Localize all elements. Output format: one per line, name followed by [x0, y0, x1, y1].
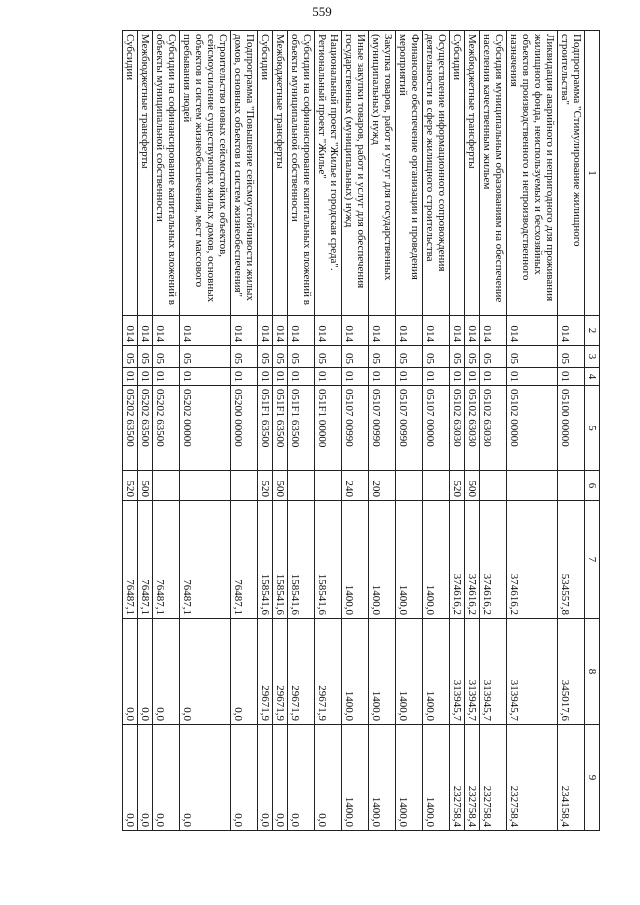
- table-row: [180, 31, 231, 831]
- expense-type-cell: 520: [123, 471, 138, 501]
- section-code-cell: 05: [231, 346, 258, 368]
- target-article-cell: 05202 63500: [153, 386, 180, 471]
- ministry-code-cell: 014: [465, 316, 480, 346]
- row-name-cell: Иные закупки товаров, работ и услуг для обеспечения государственных (муниципальных) нужд: [342, 31, 369, 316]
- table-row: [273, 31, 288, 831]
- table-row: [480, 31, 507, 831]
- row-name-cell: Субсидии: [450, 31, 465, 316]
- row-name-cell: Межбюджетные трансферты: [138, 31, 153, 316]
- ministry-code-cell: 014: [123, 316, 138, 346]
- subsection-code-cell: 01: [369, 368, 396, 386]
- amount-year2-cell: 1400,0: [396, 619, 423, 725]
- amount-year3-cell: 232758,4: [480, 725, 507, 831]
- header-cell: 7: [585, 501, 600, 619]
- section-code-cell: 05: [258, 346, 273, 368]
- header-cell: 2: [585, 316, 600, 346]
- expense-type-cell: [288, 471, 315, 501]
- ministry-code-cell: 014: [423, 316, 450, 346]
- header-cell: 5: [585, 386, 600, 471]
- expense-type-cell: 240: [342, 471, 369, 501]
- amount-year1-cell: 76487,1: [123, 501, 138, 619]
- amount-year2-cell: 1400,0: [369, 619, 396, 725]
- subsection-code-cell: 01: [315, 368, 342, 386]
- row-name-cell: Национальный проект "Жилье и городская среда". Региональный проект "Жилье": [315, 31, 342, 316]
- amount-year1-cell: 76487,1: [138, 501, 153, 619]
- target-article-cell: 051F1 63500: [288, 386, 315, 471]
- ministry-code-cell: 014: [180, 316, 231, 346]
- amount-year1-cell: 1400,0: [369, 501, 396, 619]
- header-cell: 8: [585, 619, 600, 725]
- row-name-cell: Закупка товаров, работ и услуг для государственных (муниципальных) нужд: [369, 31, 396, 316]
- section-code-cell: 05: [396, 346, 423, 368]
- amount-year3-cell: 1400,0: [396, 725, 423, 831]
- amount-year3-cell: 0,0: [315, 725, 342, 831]
- table-row: [342, 31, 369, 831]
- subsection-code-cell: 01: [450, 368, 465, 386]
- amount-year1-cell: 1400,0: [396, 501, 423, 619]
- expense-type-cell: 500: [138, 471, 153, 501]
- expense-type-cell: 500: [273, 471, 288, 501]
- amount-year3-cell: 0,0: [288, 725, 315, 831]
- row-name-cell: Субсидии на софинансирование капитальных вложений в объекты муниципальной собственности: [288, 31, 315, 316]
- subsection-code-cell: 01: [507, 368, 558, 386]
- ministry-code-cell: 014: [396, 316, 423, 346]
- expense-type-cell: [423, 471, 450, 501]
- table-row: [315, 31, 342, 831]
- section-code-cell: 05: [288, 346, 315, 368]
- subsection-code-cell: 01: [558, 368, 585, 386]
- row-name-cell: Межбюджетные трансферты: [273, 31, 288, 316]
- ministry-code-cell: 014: [315, 316, 342, 346]
- amount-year3-cell: 1400,0: [423, 725, 450, 831]
- table-row: [423, 31, 450, 831]
- subsection-code-cell: 01: [258, 368, 273, 386]
- subsection-code-cell: 01: [396, 368, 423, 386]
- amount-year1-cell: 1400,0: [342, 501, 369, 619]
- section-code-cell: 05: [123, 346, 138, 368]
- section-code-cell: 05: [138, 346, 153, 368]
- amount-year1-cell: 158541,6: [258, 501, 273, 619]
- amount-year1-cell: 158541,6: [315, 501, 342, 619]
- table-row: [450, 31, 465, 831]
- row-name-cell: Межбюджетные трансферты: [465, 31, 480, 316]
- row-name-cell: Субсидии: [123, 31, 138, 316]
- section-code-cell: 05: [507, 346, 558, 368]
- ministry-code-cell: 014: [258, 316, 273, 346]
- header-cell: 1: [585, 31, 600, 316]
- subsection-code-cell: 01: [480, 368, 507, 386]
- row-name-cell: Осуществление информационного сопровождения деятельности в сфере жилищного строительства: [423, 31, 450, 316]
- amount-year3-cell: 0,0: [258, 725, 273, 831]
- target-article-cell: 05102 63030: [480, 386, 507, 471]
- amount-year1-cell: 534557,8: [558, 501, 585, 619]
- row-name-cell: Субсидия муниципальным образованиям на обеспечение населения качественным жильем: [480, 31, 507, 316]
- target-article-cell: 05102 63030: [465, 386, 480, 471]
- table-row: [138, 31, 153, 831]
- table-row: [465, 31, 480, 831]
- table-row: [123, 31, 138, 831]
- expense-type-cell: [507, 471, 558, 501]
- subsection-code-cell: 01: [138, 368, 153, 386]
- header-cell: 4: [585, 368, 600, 386]
- table-body: [123, 31, 585, 831]
- row-name-cell: Подпрограмма "Стимулирование жилищного строительства": [558, 31, 585, 316]
- header-cell: 3: [585, 346, 600, 368]
- section-code-cell: 05: [558, 346, 585, 368]
- ministry-code-cell: 014: [231, 316, 258, 346]
- amount-year3-cell: 1400,0: [369, 725, 396, 831]
- subsection-code-cell: 01: [423, 368, 450, 386]
- amount-year1-cell: 1400,0: [423, 501, 450, 619]
- amount-year3-cell: 232758,4: [465, 725, 480, 831]
- amount-year2-cell: 0,0: [138, 619, 153, 725]
- expense-type-cell: [315, 471, 342, 501]
- table-row: [258, 31, 273, 831]
- header-row: [585, 31, 600, 831]
- amount-year1-cell: 76487,1: [231, 501, 258, 619]
- amount-year2-cell: 313945,7: [480, 619, 507, 725]
- amount-year2-cell: 0,0: [180, 619, 231, 725]
- amount-year3-cell: 0,0: [273, 725, 288, 831]
- row-name-cell: Строительство новых сейсмостойких объектов, сейсмоусиление существующих жилых домов, основных объектов и систем жизнеобеспечения, мест массового пребывания людей: [180, 31, 231, 316]
- section-code-cell: 05: [342, 346, 369, 368]
- amount-year1-cell: 374616,2: [465, 501, 480, 619]
- section-code-cell: 05: [273, 346, 288, 368]
- ministry-code-cell: 014: [138, 316, 153, 346]
- subsection-code-cell: 01: [180, 368, 231, 386]
- amount-year3-cell: 0,0: [138, 725, 153, 831]
- target-article-cell: 051F1 00000: [315, 386, 342, 471]
- section-code-cell: 05: [315, 346, 342, 368]
- amount-year2-cell: 29671,9: [288, 619, 315, 725]
- expense-type-cell: 520: [258, 471, 273, 501]
- target-article-cell: 05200 00000: [231, 386, 258, 471]
- amount-year3-cell: 0,0: [123, 725, 138, 831]
- amount-year3-cell: 234158,4: [558, 725, 585, 831]
- table-row: [558, 31, 585, 831]
- ministry-code-cell: 014: [273, 316, 288, 346]
- section-code-cell: 05: [369, 346, 396, 368]
- amount-year2-cell: 0,0: [231, 619, 258, 725]
- target-article-cell: 05107 00990: [369, 386, 396, 471]
- amount-year3-cell: 232758,4: [450, 725, 465, 831]
- expense-type-cell: [153, 471, 180, 501]
- amount-year1-cell: 76487,1: [153, 501, 180, 619]
- expense-type-cell: [480, 471, 507, 501]
- amount-year1-cell: 374616,2: [450, 501, 465, 619]
- row-name-cell: Подпрограмма "Повышение сейсмоустойчивости жилых домов, основных объектов и систем жизнеобеспечения": [231, 31, 258, 316]
- table-row: [288, 31, 315, 831]
- amount-year2-cell: 29671,9: [315, 619, 342, 725]
- amount-year1-cell: 76487,1: [180, 501, 231, 619]
- row-name-cell: Ликвидация аварийного и непригодного для проживания жилищного фонда, неиспользуемых и бесхозяйных объектов производственного и непроизводственного назначения: [507, 31, 558, 316]
- target-article-cell: 05102 00000: [507, 386, 558, 471]
- amount-year3-cell: 0,0: [180, 725, 231, 831]
- section-code-cell: 05: [480, 346, 507, 368]
- subsection-code-cell: 01: [288, 368, 315, 386]
- expense-type-cell: 520: [450, 471, 465, 501]
- section-code-cell: 05: [465, 346, 480, 368]
- target-article-cell: 05100 00000: [558, 386, 585, 471]
- subsection-code-cell: 01: [231, 368, 258, 386]
- expense-type-cell: [180, 471, 231, 501]
- amount-year3-cell: 0,0: [153, 725, 180, 831]
- target-article-cell: 05202 63500: [123, 386, 138, 471]
- table-row: [153, 31, 180, 831]
- subsection-code-cell: 01: [153, 368, 180, 386]
- amount-year1-cell: 158541,6: [273, 501, 288, 619]
- amount-year3-cell: 1400,0: [342, 725, 369, 831]
- target-article-cell: 05202 00000: [180, 386, 231, 471]
- rotated-sheet: [40, 3, 600, 830]
- subsection-code-cell: 01: [342, 368, 369, 386]
- amount-year2-cell: 29671,9: [258, 619, 273, 725]
- subsection-code-cell: 01: [273, 368, 288, 386]
- amount-year2-cell: 313945,7: [465, 619, 480, 725]
- budget-table: [122, 30, 600, 831]
- amount-year1-cell: 374616,2: [480, 501, 507, 619]
- expense-type-cell: [558, 471, 585, 501]
- target-article-cell: 05107 00000: [423, 386, 450, 471]
- table-row: [507, 31, 558, 831]
- target-article-cell: 05202 63500: [138, 386, 153, 471]
- section-code-cell: 05: [450, 346, 465, 368]
- expense-type-cell: 500: [465, 471, 480, 501]
- amount-year2-cell: 1400,0: [423, 619, 450, 725]
- ministry-code-cell: 014: [507, 316, 558, 346]
- amount-year2-cell: 345017,6: [558, 619, 585, 725]
- target-article-cell: 05102 63030: [450, 386, 465, 471]
- amount-year2-cell: 0,0: [123, 619, 138, 725]
- section-code-cell: 05: [423, 346, 450, 368]
- amount-year2-cell: 313945,7: [507, 619, 558, 725]
- ministry-code-cell: 014: [153, 316, 180, 346]
- table-row: [396, 31, 423, 831]
- target-article-cell: 05107 00990: [396, 386, 423, 471]
- subsection-code-cell: 01: [123, 368, 138, 386]
- expense-type-cell: [396, 471, 423, 501]
- row-name-cell: Финансовое обеспечение организации и проведения мероприятий: [396, 31, 423, 316]
- section-code-cell: 05: [180, 346, 231, 368]
- ministry-code-cell: 014: [369, 316, 396, 346]
- table-row: [231, 31, 258, 831]
- amount-year3-cell: 0,0: [231, 725, 258, 831]
- table-row: [369, 31, 396, 831]
- section-code-cell: 05: [153, 346, 180, 368]
- amount-year1-cell: 158541,6: [288, 501, 315, 619]
- header-cell: 6: [585, 471, 600, 501]
- row-name-cell: Субсидии: [258, 31, 273, 316]
- ministry-code-cell: 014: [450, 316, 465, 346]
- ministry-code-cell: 014: [288, 316, 315, 346]
- row-name-cell: Субсидии на софинансирование капитальных вложений в объекты муниципальной собственности: [153, 31, 180, 316]
- expense-type-cell: [231, 471, 258, 501]
- amount-year2-cell: 0,0: [153, 619, 180, 725]
- target-article-cell: 051F1 63500: [273, 386, 288, 471]
- ministry-code-cell: 014: [480, 316, 507, 346]
- page-number: 559: [312, 3, 332, 19]
- amount-year2-cell: 29671,9: [273, 619, 288, 725]
- target-article-cell: 051F1 63500: [258, 386, 273, 471]
- expense-type-cell: 200: [369, 471, 396, 501]
- header-cell: 9: [585, 725, 600, 831]
- amount-year2-cell: 1400,0: [342, 619, 369, 725]
- amount-year3-cell: 232758,4: [507, 725, 558, 831]
- ministry-code-cell: 014: [342, 316, 369, 346]
- amount-year1-cell: 374616,2: [507, 501, 558, 619]
- ministry-code-cell: 014: [558, 316, 585, 346]
- amount-year2-cell: 313945,7: [450, 619, 465, 725]
- target-article-cell: 05107 00990: [342, 386, 369, 471]
- subsection-code-cell: 01: [465, 368, 480, 386]
